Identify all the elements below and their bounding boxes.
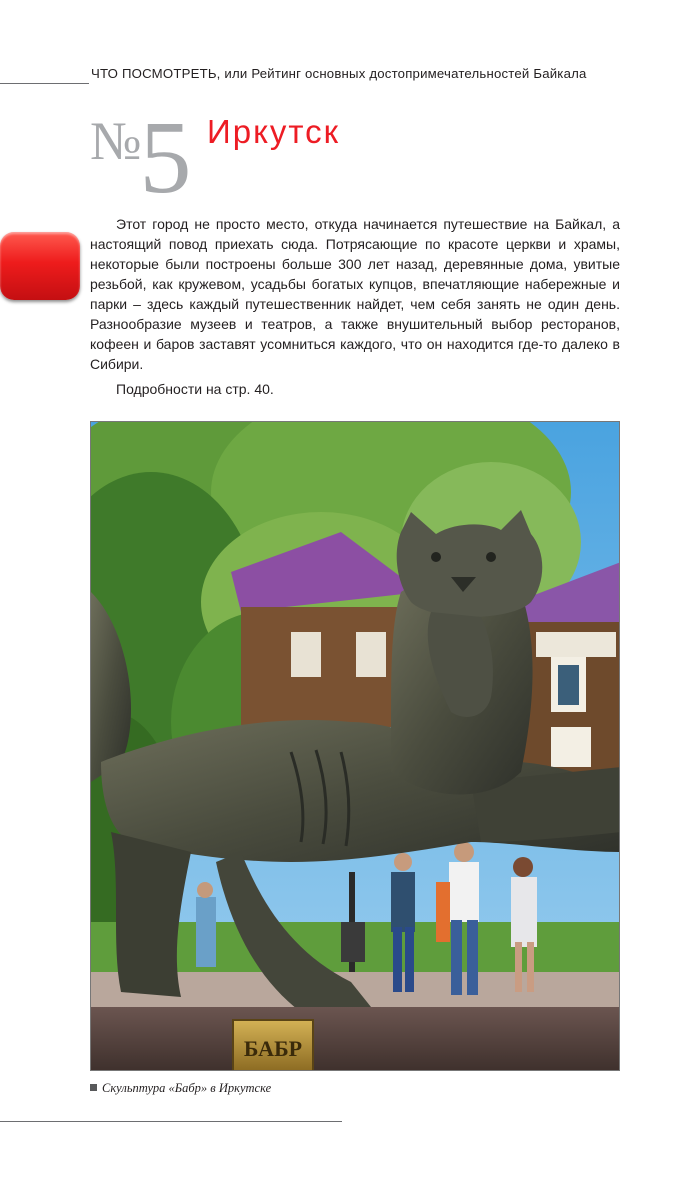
number-digit: 5 <box>139 100 192 215</box>
red-tab-marker <box>0 232 80 300</box>
body-text <box>90 214 620 399</box>
entry-title: Иркутск <box>207 113 341 150</box>
entry-number <box>90 100 192 215</box>
running-header-subtitle: или Рейтинг основных достопримечательностей Байкала <box>220 66 587 81</box>
page-reference: Подробности на стр. 40. <box>116 381 274 397</box>
header-rule <box>0 83 89 84</box>
caption-text: Скульптура «Бабр» в Иркутске <box>102 1081 272 1095</box>
number-sign: № <box>90 111 140 171</box>
running-header <box>91 66 631 81</box>
sculpture-illustration <box>91 422 620 1071</box>
body-paragraph: Этот город не просто место, откуда начинается путешествие на Байкал, а настоящий повод приехать сюда. Потрясающие по красоте церкви и храмы, некоторые были построены больше 300 лет назад, деревянные дома, увитые резьбой, как кружевом, усадьбы богатых купцов, впечатляющие набережные и парки – здесь каждый путешественник найдет, чем себя занять не один день. Разнообразие музеев и театров, а также внушительный выбор ресторанов, кофеен и баров заставят усомниться каждого, что он находится где-то далеко в Сибири. <box>90 216 620 372</box>
photo-caption <box>90 1081 271 1096</box>
granite-pedestal <box>91 1007 620 1071</box>
sculpture-photo <box>90 421 620 1071</box>
footer-rule <box>0 1121 342 1122</box>
plaque-text: БАБР <box>243 1036 303 1061</box>
running-header-section: ЧТО ПОСМОТРЕТЬ, <box>91 66 221 81</box>
caption-square-icon <box>90 1084 97 1091</box>
